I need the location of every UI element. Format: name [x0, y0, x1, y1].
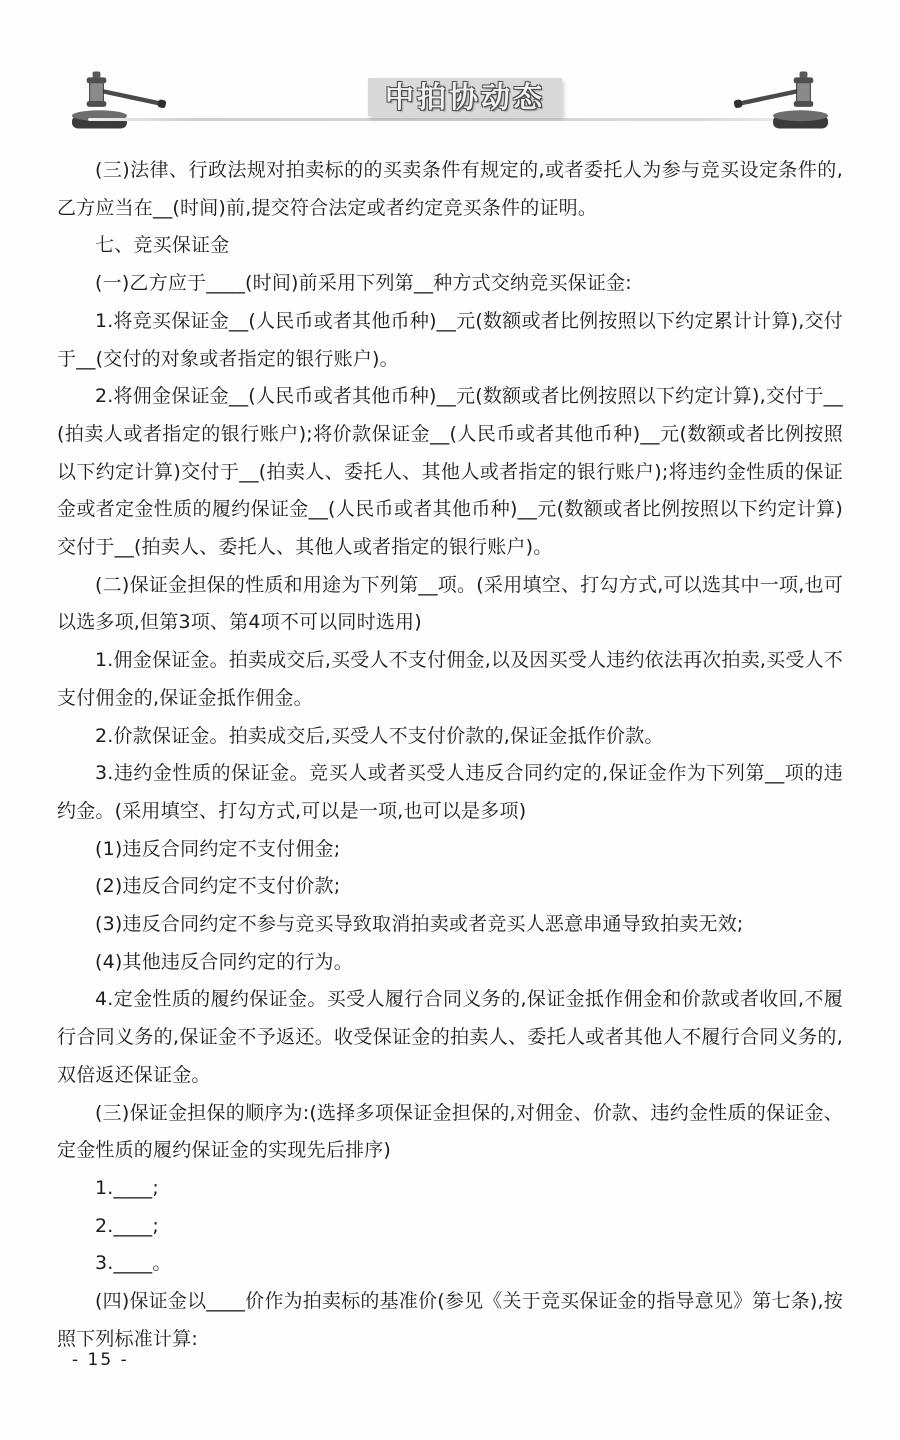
page-header [0, 0, 900, 150]
gavel-icon [70, 68, 178, 132]
paragraph: 4.定金性质的履约保证金。买受人履行合同义务的,保证金抵作佣金和价款或者收回,不履行合同义务的,保证金不予返还。收受保证金的拍卖人、委托人或者其他人不履行合同义务的,双倍返还保证金。 [57, 988, 843, 1086]
gavel-icon [722, 68, 830, 132]
paragraph: (二)保证金担保的性质和用途为下列第__项。(采用填空、打勾方式,可以选其中一项,也可以选多项,但第3项、第4项不可以同时选用) [57, 573, 843, 634]
paragraph: 1.将竞买保证金__(人民币或者其他币种)__元(数额或者比例按照以下约定累计计算),交付于__(交付的对象或者指定的银行账户)。 [57, 309, 843, 370]
paragraph: (2)违反合同约定不支付价款; [95, 875, 341, 898]
masthead-title: 中拍协动态 [384, 80, 545, 114]
paragraph: (三)保证金担保的顺序为:(选择多项保证金担保的,对佣金、价款、违约金性质的保证金、定金性质的履约保证金的实现先后排序) [57, 1101, 843, 1162]
paragraph: 2.价款保证金。拍卖成交后,买受人不支付价款的,保证金抵作价款。 [95, 724, 664, 747]
paragraph: (四)保证金以____价作为拍卖标的基准价(参见《关于竞买保证金的指导意见》第七条),按照下列标准计算: [57, 1290, 843, 1350]
paragraph: (1)违反合同约定不支付佣金; [95, 837, 341, 860]
page-number: - 15 - [72, 1350, 129, 1370]
paragraph: (3)违反合同约定不参与竞买导致取消拍卖或者竞买人恶意串通导致拍卖无效; [95, 913, 744, 936]
paragraph: 2.____; [95, 1214, 159, 1237]
header-divider-line [88, 118, 812, 121]
masthead-title-box [368, 78, 562, 116]
paragraph: (三)法律、行政法规对拍卖标的的买卖条件有规定的,或者委托人为参与竞买设定条件的,乙方应当在__(时间)前,提交符合法定或者约定竞买条件的证明。 [57, 159, 843, 219]
paragraph: (4)其他违反合同约定的行为。 [95, 950, 353, 973]
paragraphs [57, 152, 843, 1359]
paragraph: 1.____; [95, 1176, 159, 1199]
paragraph: 2.将佣金保证金__(人民币或者其他币种)__元(数额或者比例按照以下约定计算),交付于__(拍卖人或者指定的银行账户);将价款保证金__(人民币或者其他币种)__元(数额或者比例按照以下约定计算)交付于__(拍卖人、委托人、其他人或者指定的银行账户);将违约金性质的保证金或者定金性质的履约保证金__(人民币或者其他币种)__元(数额或者比例按照以下约定计算)交付于__(拍卖人、委托人、其他人或者指定的银行账户)。 [57, 385, 843, 559]
paragraph: 3.违约金性质的保证金。竞买人或者买受人违反合同约定的,保证金作为下列第__项的违约金。(采用填空、打勾方式,可以是一项,也可以是多项) [57, 762, 843, 822]
paragraph: (一)乙方应于____(时间)前采用下列第__种方式交纳竞买保证金: [95, 272, 632, 295]
paragraph: 七、竞买保证金 [95, 234, 230, 257]
paragraph: 3.____。 [95, 1252, 172, 1275]
paragraph: 1.佣金保证金。拍卖成交后,买受人不支付佣金,以及因买受人违约依法再次拍卖,买受人不支付佣金的,保证金抵作佣金。 [57, 649, 843, 709]
